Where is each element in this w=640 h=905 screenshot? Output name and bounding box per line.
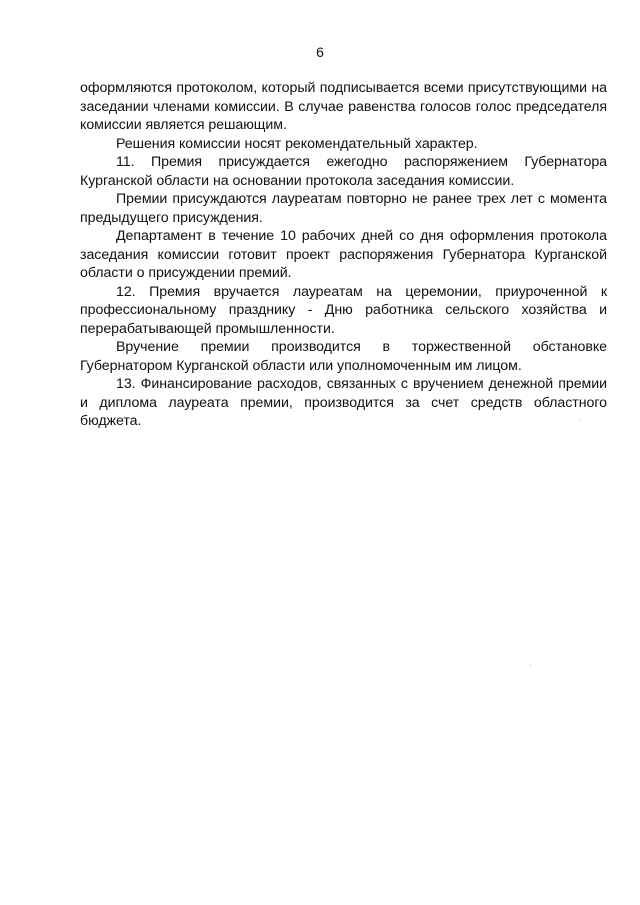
paragraph-item-12: 12. Премия вручается лауреатам на церемонии, приуроченной к профессиональному празднику - Дню работника сельского хозяйства и перерабатывающей промышленности. — [80, 283, 607, 337]
page-number: 6 — [316, 44, 324, 60]
scan-speck — [580, 420, 581, 421]
paragraph-continuation: оформляются протоколом, который подписывается всеми присутствующими на заседании членами комиссии. В случае равенства голосов голос председателя комиссии является решающим. — [80, 80, 607, 133]
document-body — [80, 79, 607, 431]
paragraph-presentation: Вручение премии производится в торжественной обстановке Губернатором Курганской области или уполномоченным им лицом. — [80, 339, 607, 374]
scan-speck — [530, 665, 531, 666]
paragraph-department: Департамент в течение 10 рабочих дней со дня оформления протокола заседания комиссии готовит проект распоряжения Губернатора Курганской области о присуждении премий. — [80, 228, 607, 281]
paragraph-repeat-award: Премии присуждаются лауреатам повторно не ранее трех лет с момента предыдущего присуждения. — [80, 191, 607, 226]
paragraph-recommendation: Решения комиссии носят рекомендательный характер. — [116, 135, 478, 152]
paragraph-item-11: 11. Премия присуждается ежегодно распоряжением Губернатора Курганской области на основании протокола заседания комиссии. — [80, 154, 607, 189]
paragraph-item-13: 13. Финансирование расходов, связанных с вручением денежной премии и диплома лауреата премии, производится за счет средств областного бюджета. — [80, 376, 607, 429]
